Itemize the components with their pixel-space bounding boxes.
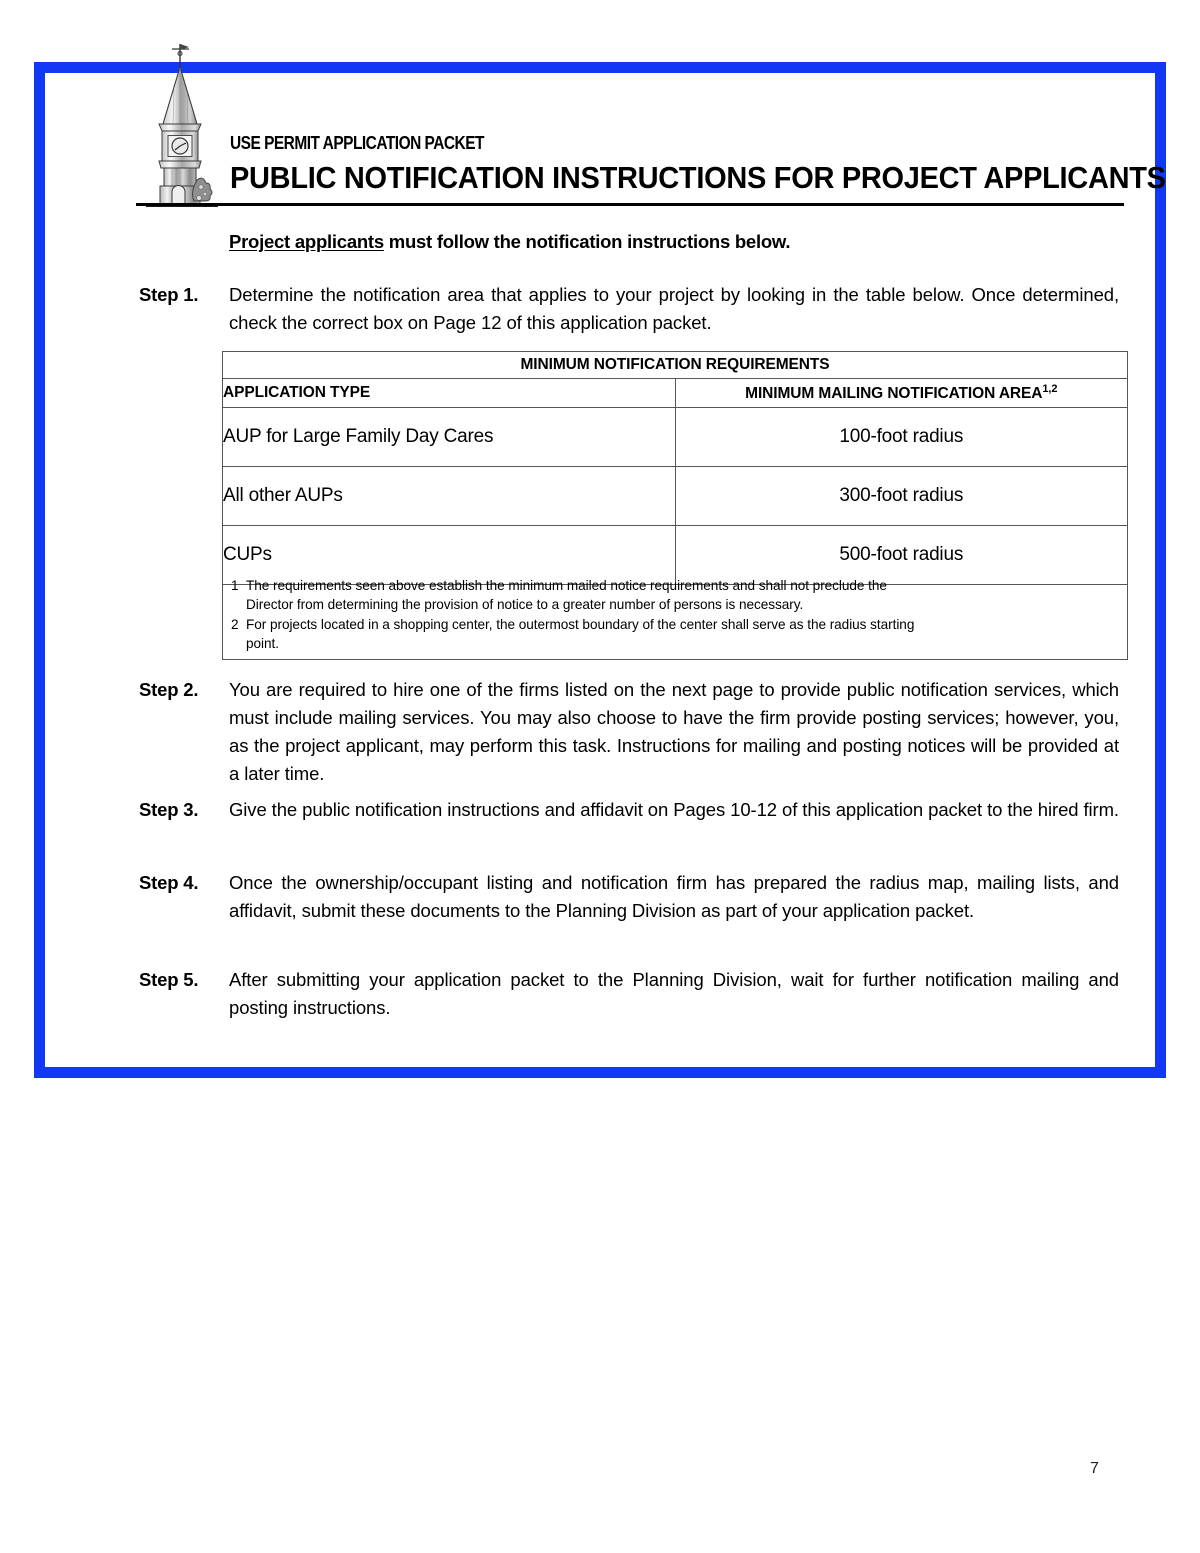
footnote-1-line-1: The requirements seen above establish the minimum mailed notice requirements and shall not preclude the [246,578,887,593]
footnote-2-cont [231,634,1119,653]
header-divider-rule [136,203,1124,206]
footnote-2-line-1: For projects located in a shopping center, the outermost boundary of the center shall serve as the radius starting [246,616,915,632]
column-header-footnote-marker: 1,2 [1042,382,1058,395]
cell-notification-area: 500-foot radius [675,526,1128,585]
step-1-row [139,281,1119,337]
step-2-label: Step 2. [139,679,199,700]
clock-tower-logo-icon [142,40,218,212]
footnote-1-number: 1 [231,578,239,593]
document-header [100,30,1166,210]
table-footnotes [222,571,1128,660]
step-2-text: You are required to hire one of the firms listed on the next page to provide public notification services, which must include mailing services. You may also choose to have the firm provide posting services; however, you, as the project applicant, may perform this task. Instructions for mailing and posting notices will be provided at a later time. [229,679,1119,785]
cell-application-type: CUPs [223,526,676,585]
footnote-1-line-2: Director from determining the provision of notice to a greater number of persons is necessary. [246,597,804,613]
step-1-label: Step 1. [139,284,199,305]
step-3-row [139,796,1119,824]
column-header-notification-area [675,379,1128,408]
packet-eyebrow-label: USE PERMIT APPLICATION PACKET [230,133,484,153]
table-row [223,408,1128,467]
column-header-notification-area-text: MINIMUM MAILING NOTIFICATION AREA [745,385,1043,403]
minimum-notification-requirements-table [222,351,1128,585]
step-5-label: Step 5. [139,969,199,990]
header-titles [230,133,1166,196]
table-title-row [223,352,1128,379]
footnote-2 [231,615,1119,634]
cell-notification-area: 100-foot radius [675,408,1128,467]
intro-emphasis: Project applicants [229,231,384,252]
step-4-row [139,869,1119,925]
step-1-text: Determine the notification area that applies to your project by looking in the table below. Once determined, check the correct box on Page 12 of this application packet. [229,284,1119,334]
footnote-1-cont [231,595,1119,614]
cell-application-type: AUP for Large Family Day Cares [223,408,676,467]
table-row [223,467,1128,526]
step-4-label: Step 4. [139,872,199,893]
step-3-label: Step 3. [139,799,199,820]
table-title-cell: MINIMUM NOTIFICATION REQUIREMENTS [223,352,1128,379]
intro-instruction [229,230,1119,255]
page-number: 7 [1090,1460,1099,1477]
intro-rest: must follow the notification instructions below. [383,231,791,252]
step-2-row [139,676,1119,788]
footnote-1 [231,576,1119,595]
footnote-2-line-2: point. [246,635,279,651]
page-title: PUBLIC NOTIFICATION INSTRUCTIONS FOR PROJECT APPLICANTS [230,160,1166,195]
step-5-text: After submitting your application packet to the Planning Division, wait for further notification mailing and posting instructions. [229,969,1119,1019]
cell-application-type: All other AUPs [223,467,676,526]
table-header-row [223,379,1128,408]
cell-notification-area: 300-foot radius [675,467,1128,526]
step-3-text: Give the public notification instructions and affidavit on Pages 10-12 of this application packet to the hired firm. [229,799,1119,820]
step-4-text: Once the ownership/occupant listing and notification firm has prepared the radius map, mailing lists, and affidavit, submit these documents to the Planning Division as part of your application packet. [229,872,1119,922]
footnote-2-number: 2 [231,616,239,632]
step-5-row [139,966,1119,1022]
column-header-application-type: APPLICATION TYPE [223,379,676,408]
